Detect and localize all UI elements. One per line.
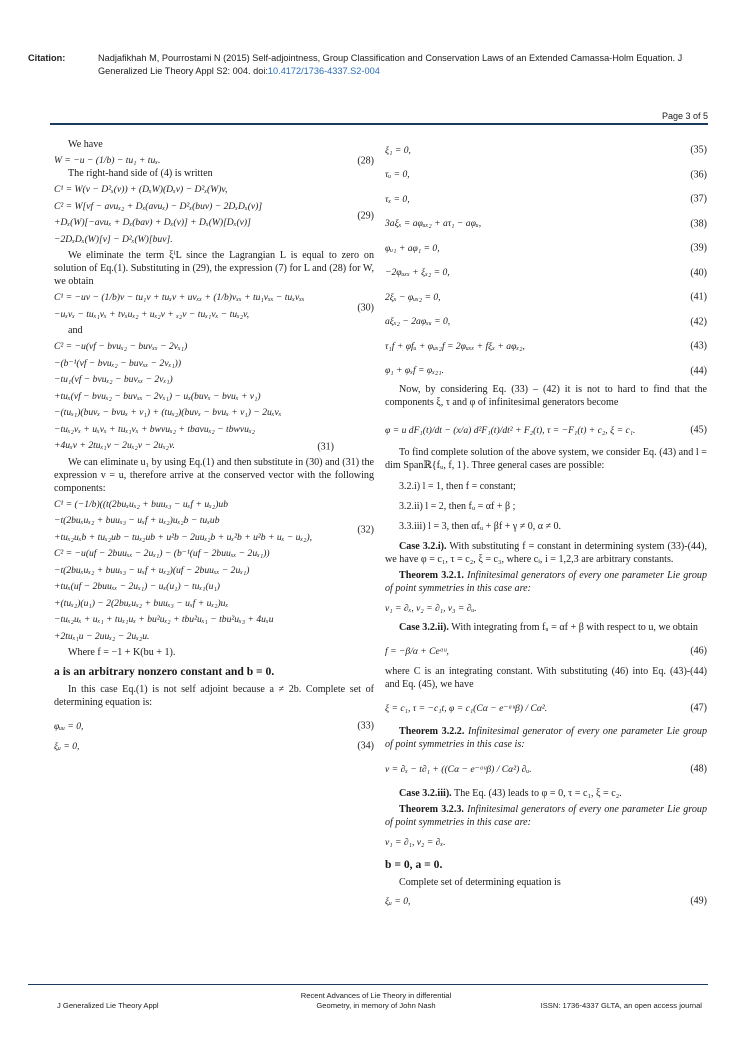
footer-issn: ISSN: 1736-4337 GLTA, an open access journal [540, 1001, 702, 1010]
equation-number: (49) [690, 895, 707, 907]
complete-solution-paragraph: To find complete solution of the above system, we consider Eq. (43) and l = dim Spanℝ{fᵤ, f, 1}. Three general cases are possible: [385, 447, 707, 471]
equation-number: (33) [357, 720, 374, 732]
equation-28: W = −u − (1/b) − tu₁ + tuₓ. (28) [54, 155, 374, 166]
equation-30: C¹ = −uv − (1/b)v − tu₁v + tuₓv + uvₓₓ + (1/b)vₓₓ + tu₁vₓₓ − tuₓvₓₓ −uₓvₓ − tuₓ₁vₓ + tvₓuₓ₂ + uₓ₂v + ₓ₂v − tuₓ₁vₓ − tuₓ₂v, (30) [54, 292, 374, 320]
equation-46: f = −β/α + Ceᵃᵘ, (46) [385, 645, 707, 657]
eliminate-paragraph: We eliminate the term ξⁱL since the Lagrangian L is equal to zero on solution of Eq.(1). Substituting in (29), the expression (7) for L and (28) for W, we obtain [54, 250, 374, 287]
determining-equations [385, 138, 707, 383]
equation-39: φᵤ₁ + aφ₁ = 0, (39) [385, 242, 707, 254]
citation-label: Citation: [28, 53, 66, 63]
and-text: and [68, 325, 83, 336]
equation-45: φ = u dF₁(t)/dt − (x/a) d²F₁(t)/dt² + F₂(t), τ = −F₁(t) + c₂, ξ = c₁. (45) [385, 424, 707, 436]
equation-44: φ₁ + φₓf = φₓ₂₁. (44) [385, 365, 707, 377]
equation-34: ξᵤ = 0, (34) [54, 740, 374, 752]
equation-32: C¹ = (−1/b)((t(2buₓuₓ₂ + buuₓ₃ − uₓf + uₓ₂)ub −t(2buₓuₓ₂ + buuₓ₃ − uₓf + uₓ₂)uₓ₂b − tuₓub +tuₓ₂uₓb + tuₓ₂ub − tuₓ₂ub + u²b − 2uuₓ₂b + uₓ²b + u²b + uₓ − uₓ₂), C² = −u(uf − 2buuₓₓ − 2uₓ₁) − (b⁻¹(uf − 2buuₓₓ − 2uₓ₁)) −t(2buₓuₓ₂ + buuₓ₃ − uₓf + uₓ₂)(uf − 2buuₓₓ − 2uₓ₁) +tuₓ(uf − 2buuₓₓ − 2uₓ₁) − uₓ(u₁) − tuₓ₁(u₁) +(tuₓ₂)(u₁) − 2(2buₓuₓ₂ + buuₓ₃ − uₓf + uₓ₂)uₓ −tuₓ₂uₓ + uₓ₁ + tuₓ₁uₓ + bu²uₓ₂ + tbu²uₓ₁ − tbu²uₓ₃ + 4uₓu +2tuₓ₁u − 2uuₓ₂ − 2uₓ₂u. (32) [54, 498, 374, 642]
equation-49: ξᵤ = 0, (49) [385, 895, 707, 907]
equation-43: τ₁f + φfᵤ + φᵤₓ₂f = 2φᵤₓₓ + fξₓ + aφₓ₂, (43) [385, 340, 707, 352]
equation-38: 3aξₓ = aφᵤₓ₂ + aτ₁ − aφᵤ, (38) [385, 218, 707, 230]
equation-number: (32) [357, 524, 374, 536]
theorem-3-2-3: Theorem 3.2.3. Infinitesimal generators of every one parameter Lie group of point symmetries in this case are: [385, 804, 707, 828]
equation-35: ξ₁ = 0, (35) [385, 144, 707, 156]
equation-number: (30) [357, 302, 374, 313]
cases-list [399, 477, 707, 537]
case-ii-paragraph: Case 3.2.ii). With integrating from fᵤ = αf + β with respect to u, we obtain [399, 622, 698, 633]
equation-42: aξₓ₂ − 2aφₓᵤ = 0, (42) [385, 316, 707, 328]
doi-link[interactable]: 10.4172/1736-4337.S2-004 [267, 65, 380, 76]
equation-33: φᵤᵤ = 0, (33) [54, 720, 374, 732]
we-have-text: We have [68, 139, 103, 150]
rhs-text: The right-hand side of (4) is written [68, 168, 213, 179]
equation-number: (31) [317, 441, 334, 453]
case-iii-paragraph: Case 3.2.iii). The Eq. (43) leads to φ = 0, τ = c₁, ξ = c₂. [399, 788, 622, 799]
not-self-adjoint-text: In this case Eq.(1) is not self adjoint because a ≠ 2b. Complete set of determining equation is: [54, 684, 374, 708]
theorem-3-2-2: Theorem 3.2.2. Infinitesimal generator of every one parameter Lie group of point symmetries in this case is: [385, 726, 707, 750]
where-c-paragraph: where C is an integrating constant. With substituting (46) into Eq. (43)-(44) and Eq. (45), we have [385, 666, 707, 690]
left-column [54, 138, 374, 756]
theorem-3-2-1: Theorem 3.2.1. Infinitesimal generators of every one parameter Lie group of point symmetries in this case are: [385, 570, 707, 594]
right-column [385, 138, 707, 910]
equation-number: (34) [357, 740, 374, 752]
section-heading-a: a is an arbitrary nonzero constant and b = 0. [54, 665, 275, 678]
case-i-paragraph: Case 3.2.i). With substituting f = constant in determining system (33)-(44), we have φ = c₁, τ = c₂, ξ = c₃, where cᵢ, i = 1,2,3 are arbitrary constants. [385, 541, 707, 565]
section-heading-b: b = 0, a = 0. [385, 858, 443, 871]
citation-text: Nadjafikhah M, Pourrostami N (2015) Self-adjointness, Group Classification and Conservation Laws of an Extended Camassa-Holm Equation. J Generalized Lie Theory Appl S2: 004. doi: [98, 53, 683, 76]
equation-37: τₓ = 0, (37) [385, 193, 707, 205]
header-divider [50, 123, 708, 125]
equation-number: (48) [690, 763, 707, 775]
eliminate-ut-paragraph: We can eliminate u₁ by using Eq.(1) and then substitute in (30) and (31) the expression v = u, therefore arrive at the conserved vector with the following components: [54, 456, 374, 494]
where-f-text: Where f = −1 + K(bu + 1). [68, 647, 176, 658]
equation-number: (45) [690, 424, 707, 436]
equation-number: (46) [690, 645, 707, 657]
equation-47: ξ = c₁, τ = −c₁t, φ = c₁(Cα − e⁻ᵃᵘβ) / Cα². (47) [385, 702, 707, 714]
equation-41: 2ξₓ − φᵤₓ₂ = 0, (41) [385, 291, 707, 303]
case-item: 3.2.i) l = 1, then f = constant; [399, 481, 516, 492]
equation-48: v = ∂ₓ − t∂₁ + ((Cα − e⁻ᵃᵘβ) / Cα²) ∂ᵤ. (48) [385, 763, 707, 775]
footer-journal: J Generalized Lie Theory Appl [57, 1001, 159, 1010]
footer-issue: Recent Advances of Lie Theory in differential Geometry, in memory of John Nash [300, 991, 452, 1010]
page-number: Page 3 of 5 [661, 111, 708, 121]
equation-40: −2φᵤₓₓ + ξₓ₂ = 0, (40) [385, 267, 707, 279]
case-item: 3.3.iii) l = 3, then αfᵤ + βf + γ ≠ 0, α ≠ 0. [399, 521, 561, 532]
generators-3-2-1: v₁ = ∂ₓ, v₂ = ∂₁, v₃ = ∂ᵤ. [385, 602, 477, 614]
equation-36: τᵤ = 0, (36) [385, 169, 707, 181]
equation-number: (28) [357, 155, 374, 166]
equation-number: (29) [357, 210, 374, 222]
citation [28, 52, 718, 77]
equation-29: C¹ = W(v − D²ₓ(v)) + (DₓW)(Dₓv) − D²ₓ(W)v, C² = W[vf − avuₓ₂ + Dₓ(avuₓ) − D²ₓ(buv) − 2DₓDₓ(v)] +Dₓ(W)[−avuₓ + Dₓ(bav) + Dₓ(v)] + Dₓ(W)[Dₓ(v)] −2DₓDₓ(W)[v] − D²ₓ(W)[buv]. (29) [54, 184, 374, 245]
footer-divider [28, 984, 708, 985]
considering-paragraph: Now, by considering Eq. (33) – (42) it is not to hard to find that the components ξ, τ and φ of infinitesimal generators become [385, 384, 707, 408]
equation-31: C² = −u(vf − bvuₓ₂ − buvₓₓ − 2vₓ₁) −(b⁻¹(vf − bvuₓ₂ − buvₓₓ − 2vₓ₁)) −tu₁(vf − bvuₓ₂ − buvₓₓ − 2vₓ₁) +tuₓ(vf − bvuₓ₂ − buvₓₓ − 2vₓ₁) − uₓ(buvₓ − bvuₓ + v₁) −(tuₓ₁)(buvₓ − bvuₓ + v₁) + (tuₓ₂)(buvₓ − bvuₓ + v₁) − 2uₓvₓ −tuₓ₂vₓ + uₓvₓ + tuₓ₁vₓ + bwvuₓ₂ + tbavuₓ₂ − tbwvuₓ₂ +4uₓv + 2tuₓ₁v − 2uₓ₂v − 2uₓ₂v. (31) [54, 341, 334, 453]
case-item: 3.2.ii) l = 2, then fᵤ = αf + β ; [399, 501, 516, 512]
generators-3-2-3: v₁ = ∂₁, v₂ = ∂ₓ. [385, 836, 446, 848]
complete-set-text: Complete set of determining equation is [399, 877, 561, 888]
equation-number: (47) [690, 702, 707, 714]
